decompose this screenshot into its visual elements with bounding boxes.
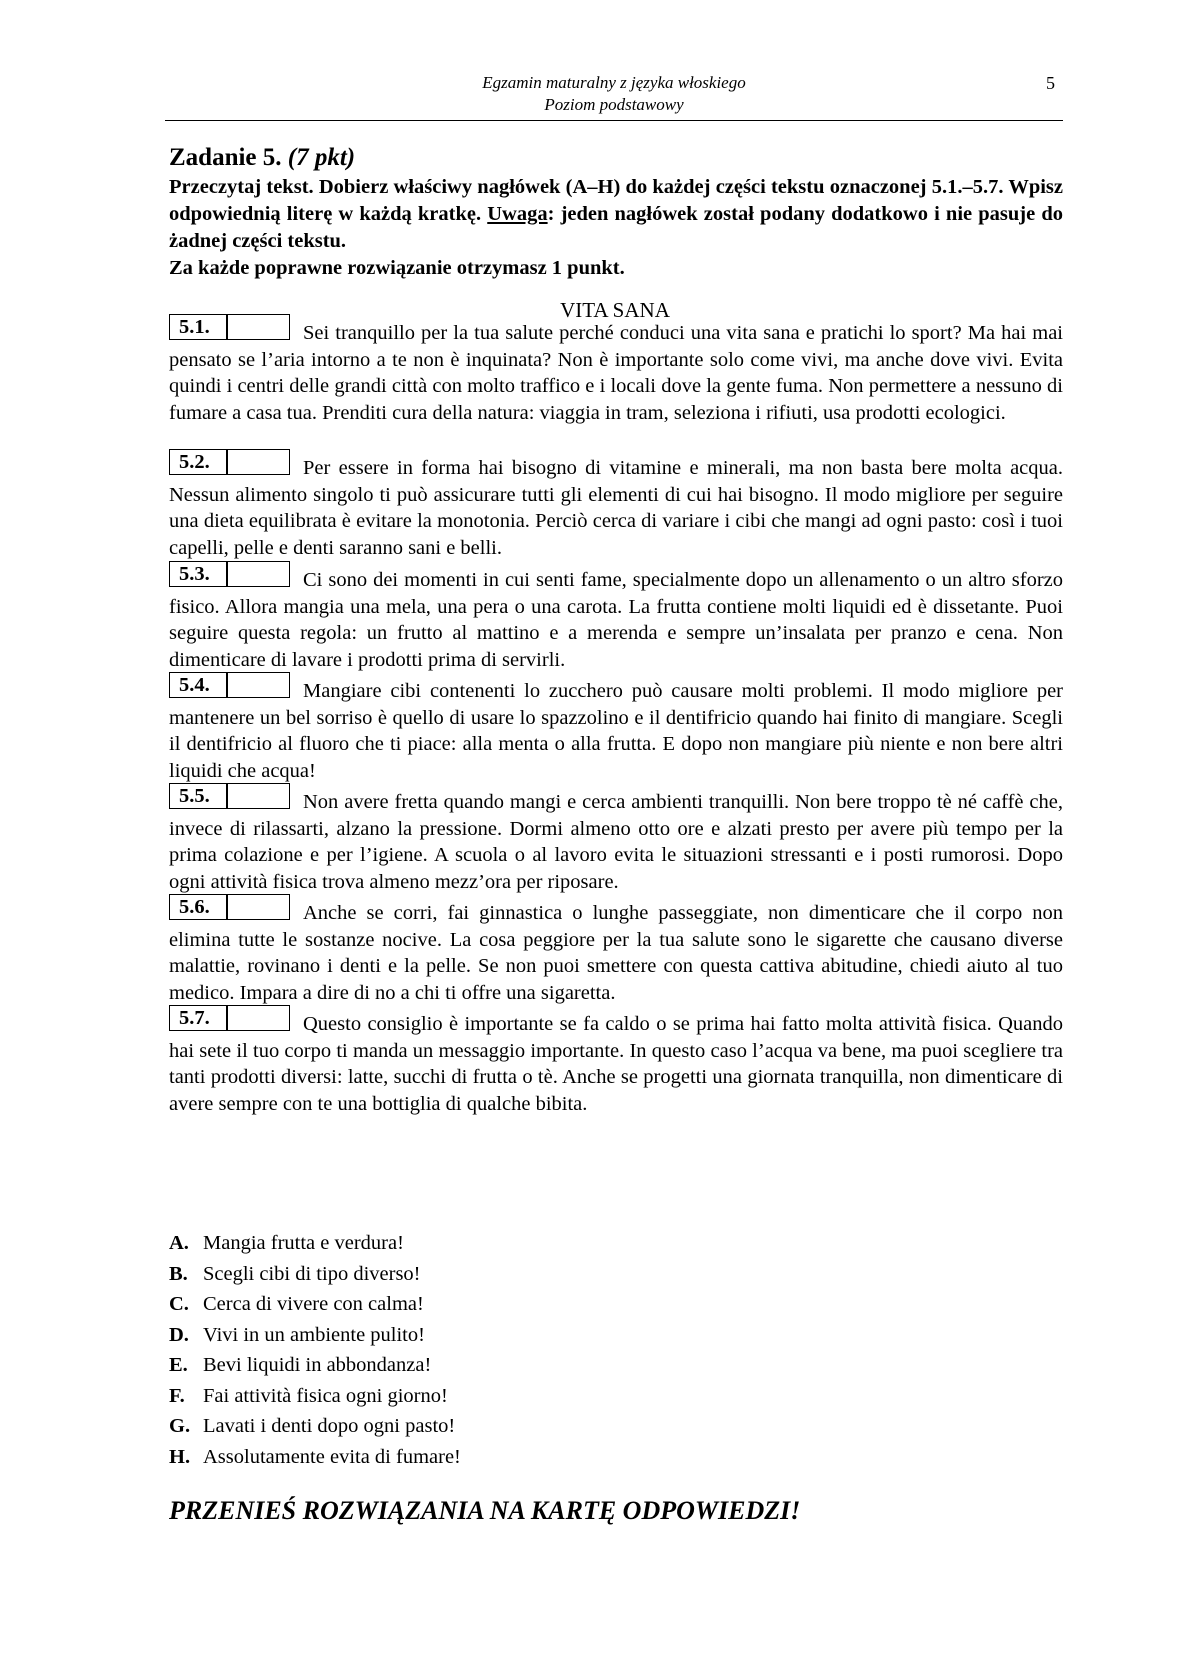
uwaga-label: Uwaga bbox=[487, 203, 548, 225]
section-number: 5.1. bbox=[169, 314, 227, 340]
exam-title: Egzamin maturalny z języka włoskiego bbox=[482, 73, 746, 92]
answer-box[interactable] bbox=[227, 894, 290, 920]
option-text: Scegli cibi di tipo diverso! bbox=[203, 1262, 421, 1285]
task-title-label: Zadanie 5. bbox=[169, 144, 282, 171]
answer-box-group bbox=[169, 672, 292, 699]
option-c bbox=[169, 1289, 461, 1320]
text-section-5-6 bbox=[169, 894, 1063, 1006]
option-letter: E. bbox=[169, 1354, 188, 1376]
option-letter: H. bbox=[169, 1445, 191, 1468]
task-instructions bbox=[169, 174, 1063, 255]
answer-box-group bbox=[169, 894, 292, 921]
answer-box-group bbox=[169, 783, 292, 810]
section-text: Sei tranquillo per la tua salute perché conduci una vita sana e pratichi lo sport? Ma hai mai pensato se l’aria intorno a te non è inquinata? Non è importante solo come vivi, ma anche dove vivi. Evita quindi i centri delle grandi città con molto traffico e i locali dove la gente fuma. Non permettere a nessuno di fumare a casa tua. Prenditi cura della natura: viaggia in tram, seleziona i rifiuti, usa prodotti ecologici. bbox=[169, 322, 1063, 424]
option-text: Fai attività fisica ogni giorno! bbox=[203, 1384, 448, 1407]
option-text: Vivi in un ambiente pulito! bbox=[203, 1323, 425, 1346]
section-number: 5.3. bbox=[169, 561, 227, 587]
answer-box-group bbox=[169, 314, 292, 341]
section-number: 5.2. bbox=[169, 449, 227, 475]
answer-box-group bbox=[169, 449, 292, 476]
answer-box-group bbox=[169, 1005, 292, 1032]
text-section-5-7 bbox=[169, 1005, 1063, 1117]
transfer-answers-note: PRZENIEŚ ROZWIĄZANIA NA KARTĘ ODPOWIEDZI! bbox=[169, 1496, 801, 1525]
section-text: Questo consiglio è importante se fa caldo o se prima hai fatto molta attività fisica. Quando hai sete il tuo corpo ti manda un messaggio importante. In questo caso l’acqua va bene, ma puoi scegliere tra tanti prodotti diversi: latte, succhi di frutta o tè. Anche se progetti una giornata tranquilla, non dimenticare di avere sempre con te una bottiglia di qualche bibita. bbox=[169, 1013, 1063, 1115]
section-number: 5.7. bbox=[169, 1005, 227, 1031]
instructions-part-1: Przeczytaj tekst. Dobierz właściwy nagłówek (A–H) do każdej części tekstu oznaczonej 5.1.–5.7. Wpisz odpowiednią literę w każdą kratkę. bbox=[169, 176, 1063, 225]
answer-box[interactable] bbox=[227, 672, 290, 698]
text-section-5-5 bbox=[169, 783, 1063, 895]
option-g bbox=[169, 1411, 461, 1442]
answer-box[interactable] bbox=[227, 314, 290, 340]
option-letter: C. bbox=[169, 1293, 189, 1315]
section-text: Mangiare cibi contenenti lo zucchero può causare molti problemi. Il modo migliore per mantenere un bel sorriso è quello di usare lo spazzolino e il dentifricio quando hai finito di mangiare. Scegli il dentifricio al fluoro che ti piace: alla menta o alla frutta. E dopo non mangiare più niente e non bere altri liquidi che acqua! bbox=[169, 680, 1063, 782]
points-note: Za każde poprawne rozwiązanie otrzymasz 1 punkt. bbox=[169, 257, 625, 279]
exam-level: Poziom podstawowy bbox=[544, 95, 684, 114]
section-text: Ci sono dei momenti in cui senti fame, specialmente dopo un allenamento o un altro sforzo fisico. Allora mangia una mela, una pera o una carota. La frutta contiene molti liquidi ed è dissetante. Puoi seguire questa regola: un frutto al mattino e a merenda e sempre un’insalata per pranzo e cena. Non dimenticare di lavare i prodotti prima di servirli. bbox=[169, 569, 1063, 671]
option-letter: D. bbox=[169, 1323, 189, 1346]
option-f bbox=[169, 1381, 461, 1412]
text-section-5-4 bbox=[169, 672, 1063, 784]
section-text: Per essere in forma hai bisogno di vitamine e minerali, ma non basta bere molta acqua. Nessun alimento singolo ti può assicurare tutti gli elementi di cui hai bisogno. Il modo migliore per seguire una dieta equilibrata è evitare la monotonia. Perciò cerca di variare i cibi che mangi ad ogni pasto: così i tuoi capelli, pelle e denti saranno sani e belli. bbox=[169, 457, 1063, 559]
answer-box-group bbox=[169, 561, 292, 588]
option-letter: A. bbox=[169, 1232, 189, 1254]
instructions-part-2: : jeden nagłówek został podany dodatkowo i nie pasuje do żadnej części tekstu. bbox=[169, 203, 1063, 252]
option-text: Assolutamente evita di fumare! bbox=[203, 1445, 461, 1468]
option-h bbox=[169, 1442, 461, 1473]
text-section-5-2 bbox=[169, 449, 1063, 561]
text-section-5-3 bbox=[169, 561, 1063, 673]
section-text: Anche se corri, fai ginnastica o lunghe passeggiate, non dimenticare che il corpo non elimina tutte le sostanze nocive. La cosa peggiore per la tua salute sono le sigarette che causano diverse malattie, rovinano i denti e la pelle. Se non puoi smettere con questa cattiva abitudine, chiedi aiuto al tuo medico. Impara a dire di no a chi ti offre una sigaretta. bbox=[169, 902, 1063, 1004]
answer-box[interactable] bbox=[227, 783, 290, 809]
answer-box[interactable] bbox=[227, 449, 290, 475]
task-points: (7 pkt) bbox=[287, 144, 356, 171]
option-text: Lavati i denti dopo ogni pasto! bbox=[203, 1415, 456, 1437]
heading-options-list bbox=[169, 1228, 461, 1472]
text-title: VITA SANA bbox=[560, 298, 670, 322]
section-text: Non avere fretta quando mangi e cerca ambienti tranquilli. Non bere troppo tè né caffè che, invece di rilassarti, alzano la pressione. Dormi almeno otto ore e alzati presto per avere più tempo per la prima colazione e per l’igiene. A scuola o al lavoro evita le situazioni stressanti e i posti rumorosi. Dopo ogni attività fisica trova almeno mezz’ora per riposare. bbox=[169, 791, 1063, 893]
section-number: 5.6. bbox=[169, 894, 227, 920]
option-letter: G. bbox=[169, 1415, 191, 1437]
option-letter: B. bbox=[169, 1262, 188, 1285]
option-a bbox=[169, 1228, 461, 1259]
option-text: Mangia frutta e verdura! bbox=[203, 1232, 404, 1254]
answer-box[interactable] bbox=[227, 1005, 290, 1031]
page-header bbox=[165, 70, 1063, 121]
answer-box[interactable] bbox=[227, 561, 290, 587]
option-text: Bevi liquidi in abbondanza! bbox=[203, 1354, 432, 1376]
page-number: 5 bbox=[1046, 73, 1055, 93]
text-section-5-1 bbox=[169, 314, 1063, 426]
option-letter: F. bbox=[169, 1384, 185, 1407]
option-d bbox=[169, 1320, 461, 1351]
option-e bbox=[169, 1350, 461, 1381]
task-title bbox=[169, 143, 355, 173]
option-text: Cerca di vivere con calma! bbox=[203, 1293, 424, 1315]
option-b bbox=[169, 1259, 461, 1290]
section-number: 5.5. bbox=[169, 783, 227, 809]
section-number: 5.4. bbox=[169, 672, 227, 698]
